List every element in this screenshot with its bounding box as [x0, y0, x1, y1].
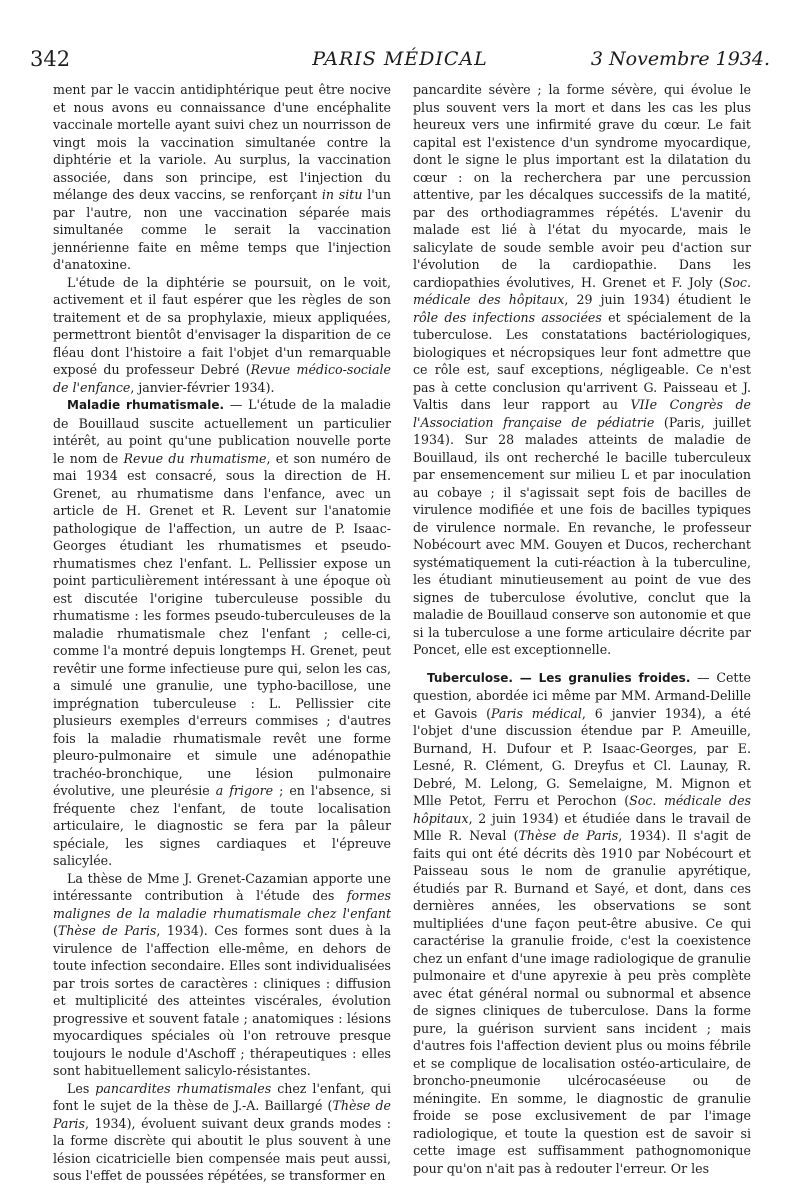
- italic-run: formes malignes de la maladie rhumatismale chez l'enfant: [53, 888, 391, 921]
- italic-run: pancardites rhumatismales: [95, 1080, 272, 1096]
- text-run: , 2 juin 1934) et étudiée dans le travail de Mlle R. Neval (: [413, 810, 751, 843]
- text-run: , 29 juin 1934) étudient le: [564, 292, 751, 307]
- italic-run: Revue du rhumatisme: [123, 450, 267, 466]
- italic-run: Paris médical: [490, 705, 582, 721]
- page-number: 342: [30, 47, 71, 71]
- italic-run: rôle des infections associées: [413, 309, 602, 325]
- italic-run: VIIe Congrès de l'Association française de pédiatrie: [413, 397, 751, 430]
- text-run: (: [53, 923, 58, 938]
- paragraph-pancardite-severe: [413, 81, 751, 659]
- text-run: , et son numéro de mai 1934 est consacré, sous la direction de H. Grenet, au rhumatisme dans l'enfance, avec un article de H. Grenet et R. Levent sur l'anatomie pathologique de l'affection, un autre de P. Isaac-Georges étudiant les rhumatismes et pseudo-rhumatismes chez l'enfant. L. Pellissier expose un point particulièrement intéressant à une époque où est discutée l'origine tuberculeuse possible du rhumatisme : les formes pseudo-tuberculeuses de la maladie rhumatismale chez l'enfant ; celle-ci, comme l'a montré depuis longtemps H. Grenet, peut revêtir une forme infectieuse pure qui, selon les cas, a simulé une granulie, une typho-bacillose, une imprégnation tuberculeuse : L. Pellissier cite plusieurs exemples d'erreurs commises ; d'autres fois la maladie rhumatismale revêt une forme pleuro-pulmonaire et simule une adénopathie trachéo-bronchique, une lésion pulmonaire évolutive, une pleurésie: [53, 450, 392, 798]
- italic-run: Thèse de Paris: [57, 923, 157, 938]
- italic-run: Revue médico-sociale de l'enfance: [53, 362, 391, 395]
- italic-run: Thèse de Paris: [518, 828, 619, 843]
- running-header: [30, 45, 770, 75]
- text-run: , 1934), évoluent suivant deux grands modes : la forme discrète qui aboutit le plus souvent à une lésion cicatricielle bien compensée mais peut aussi, sous l'effet de poussées répétées, se transformer en: [53, 1115, 391, 1183]
- italic-run: in situ: [321, 187, 363, 202]
- italic-run: Soc. médicale des hôpitaux: [413, 793, 751, 826]
- section-heading: Maladie rhumatismale.: [67, 398, 225, 412]
- right-column: [413, 81, 752, 1176]
- text-run: Les: [67, 1080, 96, 1096]
- text-run: — Cette question, abordée ici même par MM. Armand-Delille et Gavois (: [413, 669, 751, 721]
- paragraph-grenet-cazamian: [53, 870, 391, 1080]
- text-run: pancardite sévère ; la forme sévère, qui évolue le plus souvent vers la mort et dans les cas les plus heureux vers une infirmité grave du cœur. Le fait capital est l'existence d'un syndrome myocardique, dont le signe le plus important est la dilatation du cœur : on la recherchera par une percussion attentive, par les décalques successifs de la matité, par des orthodiagrammes répétés. L'avenir du malade est lié à l'état du myocarde, mais le salicylate de soude semble avoir peu d'action sur l'évolution de la cardiopathie. Dans les cardiopathies évolutives, H. Grenet et F. Joly (: [413, 82, 751, 290]
- issue-date: 3 Novembre 1934.: [590, 48, 770, 70]
- text-run: (Paris, juillet 1934). Sur 28 malades atteints de maladie de Bouillaud, ils ont recherché le bacille tuberculeux par ensemencement sur milieu L et par inoculation au cobaye ; il s'agissait sept fois de bacilles de virulence modifiée et une fois de bacilles typiques de virulence normale. En revanche, le professeur Nobécourt avec MM. Gouyen et Ducos, recherchant systématiquement la cuti-réaction à la tuberculine, les étudiant minutieusement au point de vue des signes de tuberculose évolutive, conclut que la maladie de Bouillaud conserve son autonomie et que si la tuberculose a une forme articulaire décrite par Poncet, elle est exceptionnelle.: [413, 414, 752, 657]
- paragraph-tuberculose: [413, 669, 751, 1178]
- section-heading: Tuberculose. — Les granulies froides.: [427, 670, 691, 685]
- text-run: ; en l'absence, si fréquente chez l'enfant, de toute localisation articulaire, le diagnostic se fera par la pâleur spéciale, les signes cardiaques et l'épreuve salicylée.: [53, 783, 391, 868]
- italic-run: a frigore: [215, 783, 274, 798]
- text-run: l'un par l'autre, non une vaccination séparée mais simultanée comme le serait la vaccination jennérienne faite en même temps que l'injection d'anatoxine.: [53, 187, 391, 272]
- italic-run: Thèse de Paris: [53, 1098, 391, 1131]
- text-run: , 6 janvier 1934), a été l'objet d'une discussion étendue par P. Ameuille, Burnand, H. Dufour et P. Isaac-Georges, par E. Lesné, R. Clément, G. Dreyfus et Cl. Launay, R. Debré, M. Lelong, G. Semelaigne, M. Mignon et Mlle Petot, Ferru et Perochon (: [413, 705, 751, 808]
- text-run: , 1934). Ces formes sont dues à la virulence de l'affection elle-même, en dehors de toute infection secondaire. Elles sont individualisées par trois sortes de caractères : cliniques : diffusion et multiplicité des atteintes viscérales, évolution progressive et souvent fatale ; anatomiques : lésions myocardiques spéciales où l'on retrouve presque toujours le nodule d'Aschoff ; thérapeutiques : elles sont habituellement salicylo-résistantes.: [53, 923, 392, 1078]
- text-run: ment par le vaccin antidiphtérique peut être nocive et nous avons eu connaissance d'une encéphalite vaccinale mortelle ayant suivi chez un nourrisson de vingt mois la vaccination simultanée contre la diphtérie et la variole. Au surplus, la vaccination associée, dans son principe, est l'injection du mélange des deux vaccins, se renforçant: [53, 82, 391, 202]
- text-run: , janvier-février 1934).: [130, 379, 275, 395]
- text-run: L'étude de la diphtérie se poursuit, on le voit, activement et il faut espérer que les règles de son traitement et de sa prophylaxie, mieux appliquées, permettront bientôt d'envisager la disparition de ce fléau dont l'histoire a fait l'objet d'un remarquable exposé du professeur Debré (: [53, 274, 391, 377]
- paragraph-diphtheria: [53, 274, 391, 397]
- paragraph-vaccination: [53, 81, 391, 274]
- text-run: chez l'enfant, qui font le sujet de la thèse de J.-A. Baillargé (: [53, 1080, 391, 1113]
- italic-run: Soc. médicale des hôpitaux: [413, 274, 751, 307]
- journal-title: PARIS MÉDICAL: [312, 48, 488, 70]
- paragraph-pancardites: [53, 1080, 391, 1185]
- left-column: [53, 81, 392, 1183]
- text-run: , 1934). Il s'agit de faits qui ont été décrits dès 1910 par Nobécourt et Paisseau sous le nom de granulie apyrétique, étudiés par R. Burnand et Sayé, et dont, dans ces dernières années, les observations se sont multipliées d'une façon peut-être abusive. Ce qui caractérise la granulie froide, c'est la coexistence chez un enfant d'une image radiologique de granulie pulmonaire et d'une apyrexie à peu près complète avec état général normal ou subnormal et absence de signes cliniques de tuberculose. Dans la forme pure, la guérison survient sans incident ; mais d'autres fois l'affection devient plus ou moins fébrile et se complique de localisation ostéo-articulaire, de broncho-pneumonie ulcérocaséeuse ou de méningite. En somme, le diagnostic de granulie froide se pose exclusivement de par l'image radiologique, et toute la question est de savoir si cette image est suffisamment pathognomonique pour qu'on n'ait pas à redouter l'erreur. Or les: [413, 828, 752, 1176]
- text-run: La thèse de Mme J. Grenet-Cazamian apporte une intéressante contribution à l'étude des: [53, 870, 391, 903]
- text-run: et spécialement de la tuberculose. Les constatations bactériologiques, biologiques et nécropsiques leur font admettre que ce rôle est, sauf exceptions, négligeable. Ce n'est pas à cette conclusion qu'arrivent G. Paisseau et J. Valtis dans leur rapport au: [413, 309, 751, 412]
- paragraph-rheumatism: [53, 396, 391, 870]
- text-run: — L'étude de la maladie de Bouillaud suscite actuellement un particulier intérêt, au point qu'une publication nouvelle porte le nom de: [53, 397, 392, 466]
